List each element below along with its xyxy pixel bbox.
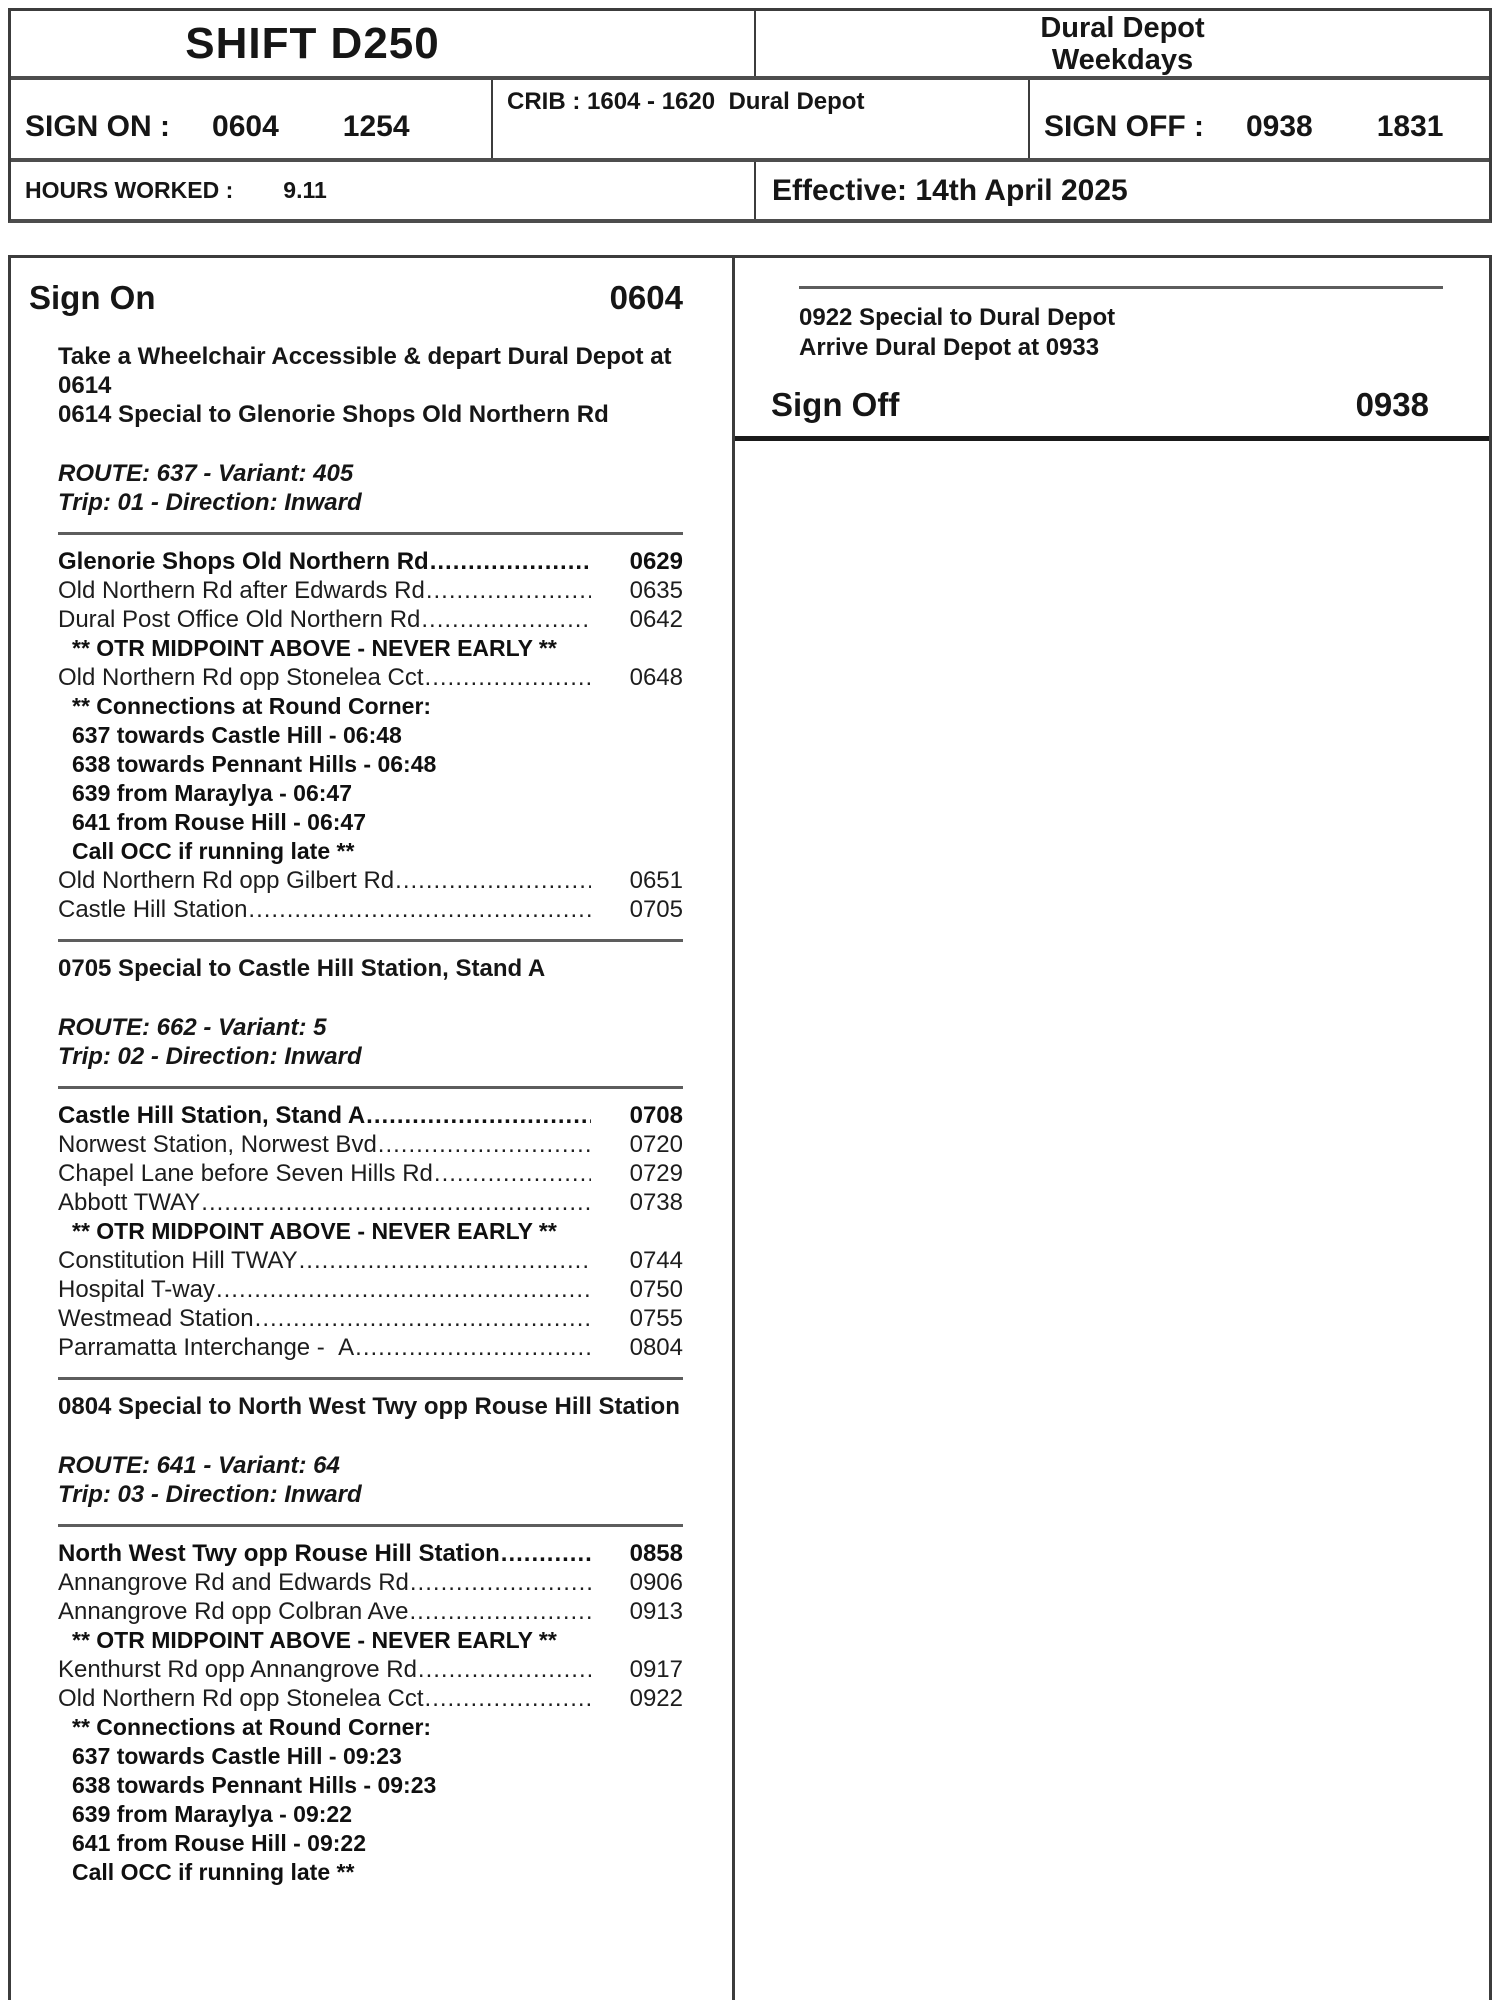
route-line: ROUTE: 662 - Variant: 5: [58, 1014, 327, 1041]
stop-row: [58, 1684, 683, 1713]
stop-name: Kenthurst Rd opp Annangrove Rd: [58, 1656, 417, 1683]
trip-line: Trip: 01 - Direction: Inward: [58, 489, 362, 516]
stop-row: [58, 1333, 683, 1362]
trip-separator: [58, 939, 683, 942]
dot-leader: [421, 605, 591, 634]
dot-leader: [355, 1333, 591, 1362]
arrive-depot-line: Arrive Dural Depot at 0933: [799, 334, 1100, 361]
stop-row: [58, 1246, 683, 1275]
stop-time: 0705: [629, 896, 683, 923]
stop-time: 0744: [629, 1247, 683, 1274]
stop-row: [58, 895, 683, 924]
intro-paragraph: [58, 342, 729, 429]
crib-cell: CRIB : 1604 - 1620 Dural Depot: [493, 80, 1030, 158]
trip-separator: [58, 1086, 683, 1089]
trip-separator: [58, 1524, 683, 1527]
connection-line: 641 from Rouse Hill - 09:22: [72, 1830, 366, 1856]
connection-line: 641 from Rouse Hill - 06:47: [72, 809, 366, 835]
stop-name: Old Northern Rd opp Stonelea Cct: [58, 664, 424, 691]
stop-name: Constitution Hill TWAY: [58, 1247, 298, 1274]
stop-name: Annangrove Rd opp Colbran Ave: [58, 1598, 409, 1625]
stop-time: 0750: [629, 1276, 683, 1303]
special-3-paragraph: 0804 Special to North West Twy opp Rouse Hill Station: [58, 1393, 680, 1420]
stop-time: 0922: [629, 1685, 683, 1712]
connection-line: 639 from Maraylya - 09:22: [72, 1801, 352, 1827]
dot-leader: [366, 1101, 591, 1130]
sign-on-heading: Sign On: [29, 279, 156, 316]
stop-name: Hospital T-way: [58, 1276, 215, 1303]
depot-cell: [756, 11, 1489, 76]
connection-line: 638 towards Pennant Hills - 06:48: [72, 751, 437, 777]
stop-name: Abbott TWAY: [58, 1189, 201, 1216]
header-row-hours: [11, 162, 1489, 219]
stop-name: Castle Hill Station: [58, 896, 248, 923]
intro-line: Take a Wheelchair Accessible & depart Dural Depot at 0614: [58, 343, 672, 399]
stop-name: Old Northern Rd opp Gilbert Rd: [58, 867, 395, 894]
trip-3-route-block: [58, 1451, 729, 1509]
stop-name: North West Twy opp Rouse Hill Station: [58, 1540, 500, 1567]
trip-separator: [58, 532, 683, 535]
trip-3-stop-list: [58, 1539, 683, 1887]
trip-1-route-block: [58, 459, 729, 517]
stop-time: 0648: [629, 664, 683, 691]
effective-date: Effective: 14th April 2025: [772, 173, 1128, 207]
stop-time: 0738: [629, 1189, 683, 1216]
stop-row: [58, 1597, 683, 1626]
sign-off-heading-time: 0938: [1355, 386, 1429, 423]
stop-row: [58, 1275, 683, 1304]
stop-row: [58, 1655, 683, 1684]
right-column: [735, 255, 1492, 2000]
connections-note: ** Connections at Round Corner:: [72, 693, 432, 719]
depot-name: Dural Depot: [1040, 11, 1205, 44]
trip-2-stop-list: [58, 1101, 683, 1362]
call-occ-note: Call OCC if running late **: [72, 838, 355, 864]
sign-on-duty-number: 1254: [342, 110, 410, 143]
special-2-paragraph: 0705 Special to Castle Hill Station, Stand A: [58, 955, 546, 982]
trip-line: Trip: 02 - Direction: Inward: [58, 1043, 362, 1070]
stop-name: Glenorie Shops Old Northern Rd: [58, 548, 429, 575]
stop-time: 0906: [629, 1569, 683, 1596]
hours-worked-cell: [11, 162, 756, 219]
stop-row: [58, 1188, 683, 1217]
trip-2-route-block: [58, 1013, 729, 1071]
stop-time: 0755: [629, 1305, 683, 1332]
stop-name: Old Northern Rd after Edwards Rd: [58, 577, 425, 604]
stop-row: [58, 1568, 683, 1597]
dot-leader: [395, 866, 591, 895]
header-row-title: [11, 11, 1489, 80]
dot-leader: [201, 1188, 591, 1217]
sign-off-heading-row: [771, 387, 1469, 423]
stop-row: [58, 866, 683, 895]
hours-worked-value: 9.11: [283, 177, 327, 203]
sign-off-heading: Sign Off: [771, 386, 900, 423]
stop-name: Old Northern Rd opp Stonelea Cct: [58, 1685, 424, 1712]
call-occ-note: Call OCC if running late **: [72, 1859, 355, 1885]
sign-off-time: 0938: [1246, 110, 1313, 143]
connection-line: 639 from Maraylya - 06:47: [72, 780, 352, 806]
stop-time: 0635: [629, 577, 683, 604]
connection-line: 637 towards Castle Hill - 09:23: [72, 1743, 402, 1769]
dot-leader: [425, 663, 591, 692]
stop-name: Norwest Station, Norwest Bvd: [58, 1131, 377, 1158]
stop-row: [58, 1304, 683, 1333]
sign-on-heading-row: [29, 280, 683, 316]
dot-leader: [501, 1539, 591, 1568]
stop-time: 0913: [629, 1598, 683, 1625]
stop-time: 0804: [629, 1334, 683, 1361]
stop-time: 0708: [629, 1102, 683, 1129]
sign-off-section: [735, 258, 1489, 441]
header-row-signon: [11, 80, 1489, 162]
dot-leader: [255, 1304, 591, 1333]
dot-leader: [426, 576, 591, 605]
stop-time: 0651: [629, 867, 683, 894]
dot-leader: [418, 1655, 591, 1684]
dot-leader: [378, 1130, 591, 1159]
trip-1-stop-list: [58, 547, 683, 924]
dot-leader: [430, 547, 591, 576]
stop-row: [58, 1159, 683, 1188]
dot-leader: [216, 1275, 591, 1304]
otr-midpoint-note: ** OTR MIDPOINT ABOVE - NEVER EARLY **: [72, 635, 557, 661]
special-to-depot-line: 0922 Special to Dural Depot: [799, 304, 1116, 331]
connections-note: ** Connections at Round Corner:: [72, 1714, 432, 1740]
header-table: [8, 8, 1492, 223]
connection-line: 638 towards Pennant Hills - 09:23: [72, 1772, 437, 1798]
sign-on-cell: [11, 80, 493, 158]
sign-off-label: SIGN OFF :: [1044, 110, 1204, 143]
shift-title: SHIFT D250: [11, 11, 756, 76]
otr-midpoint-note: ** OTR MIDPOINT ABOVE - NEVER EARLY **: [72, 1627, 557, 1653]
stop-name: Dural Post Office Old Northern Rd: [58, 606, 421, 633]
stop-row: [58, 605, 683, 634]
stop-name: Chapel Lane before Seven Hills Rd: [58, 1160, 433, 1187]
stop-time: 0720: [629, 1131, 683, 1158]
dot-leader: [248, 895, 591, 924]
dot-leader: [410, 1568, 591, 1597]
stop-row: [58, 1539, 683, 1568]
otr-midpoint-note: ** OTR MIDPOINT ABOVE - NEVER EARLY **: [72, 1218, 557, 1244]
dot-leader: [409, 1597, 591, 1626]
sign-off-duty-number: 1831: [1376, 110, 1444, 143]
stop-time: 0858: [629, 1540, 683, 1567]
main-body: [8, 255, 1492, 2000]
stop-name: Westmead Station: [58, 1305, 254, 1332]
trip-separator: [58, 1377, 683, 1380]
sign-on-time: 0604: [212, 110, 279, 143]
stop-name: Parramatta Interchange - A: [58, 1334, 355, 1361]
stop-time: 0729: [629, 1160, 683, 1187]
trip-line: Trip: 03 - Direction: Inward: [58, 1481, 362, 1508]
stop-row: [58, 1101, 683, 1130]
stop-time: 0642: [629, 606, 683, 633]
stop-row: [58, 576, 683, 605]
dot-leader: [434, 1159, 591, 1188]
left-column: [8, 255, 735, 2000]
dot-leader: [299, 1246, 591, 1275]
sign-on-heading-time: 0604: [609, 279, 683, 316]
trip-separator: [799, 286, 1443, 289]
stop-row: [58, 663, 683, 692]
intro-line: 0614 Special to Glenorie Shops Old Northern Rd: [58, 401, 609, 428]
stop-time: 0629: [629, 548, 683, 575]
depot-day-type: Weekdays: [1051, 43, 1194, 76]
hours-worked-label: HOURS WORKED :: [25, 177, 234, 203]
route-line: ROUTE: 637 - Variant: 405: [58, 460, 354, 487]
stop-name: Annangrove Rd and Edwards Rd: [58, 1569, 409, 1596]
connection-line: 637 towards Castle Hill - 06:48: [72, 722, 402, 748]
stop-row: [58, 1130, 683, 1159]
stop-name: Castle Hill Station, Stand A: [58, 1102, 366, 1129]
sign-off-cell: [1030, 80, 1489, 158]
stop-row: [58, 547, 683, 576]
sign-on-label: SIGN ON :: [25, 110, 171, 143]
stop-time: 0917: [629, 1656, 683, 1683]
dot-leader: [425, 1684, 591, 1713]
route-line: ROUTE: 641 - Variant: 64: [58, 1452, 340, 1479]
